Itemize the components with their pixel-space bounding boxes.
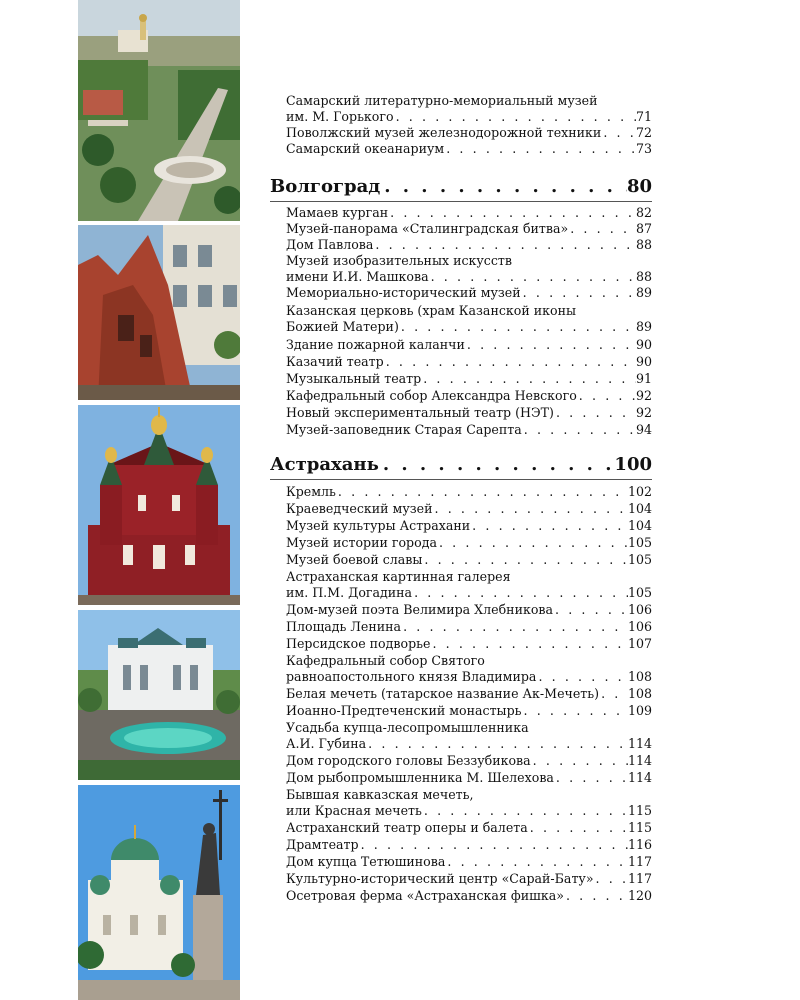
toc-entry-title: Иоанно-Предтеченский монастырь <box>286 703 522 718</box>
toc-entry-title: Персидское подворье <box>286 636 431 651</box>
dot-leader <box>379 453 615 477</box>
toc-entry-page: 94 <box>635 422 652 437</box>
dot-leader <box>394 109 636 125</box>
toc-entry-page: 117 <box>627 871 652 886</box>
toc-entry-page: 89 <box>635 285 652 300</box>
toc-entry-title: Казанская церковь (храм Казанской иконы <box>286 303 577 318</box>
dot-leader <box>388 205 636 221</box>
toc-entry-title: Музей изобразительных искусств <box>286 253 512 268</box>
toc-entry-page: 114 <box>627 736 652 751</box>
toc-entry <box>286 871 652 887</box>
toc-entry-title: Мамаев курган <box>286 205 389 220</box>
toc-entry <box>286 720 652 736</box>
section-heading-astrakhan <box>270 453 652 477</box>
toc-entry-page: 90 <box>635 354 652 369</box>
toc-entry-page: 115 <box>627 820 652 835</box>
toc-entry <box>286 585 652 601</box>
toc-entry <box>286 221 652 237</box>
toc-entry <box>286 422 652 438</box>
stalingrad-ruins-photo <box>78 225 240 400</box>
toc-entry <box>286 854 652 870</box>
toc-entry-page: 87 <box>635 221 652 236</box>
toc-entry-title: Дом Павлова <box>286 237 374 252</box>
toc-entry-title: Площадь Ленина <box>286 619 402 634</box>
dot-leader <box>445 854 628 870</box>
dot-leader <box>437 535 628 551</box>
dot-leader <box>577 388 636 404</box>
toc-entry-title: Мемориально-исторический музей <box>286 285 521 300</box>
toc-entry-title: Музей истории города <box>286 535 437 550</box>
section-page: 100 <box>614 454 652 475</box>
toc-entry-page: 106 <box>627 619 652 634</box>
toc-entry <box>286 237 652 253</box>
toc-entry-page: 105 <box>627 552 652 567</box>
toc-entry-title: Кремль <box>286 484 336 499</box>
toc-entry-page: 102 <box>627 484 652 499</box>
toc-entry <box>286 602 652 618</box>
toc-entry <box>286 686 652 702</box>
dot-leader <box>421 371 636 387</box>
dot-leader <box>568 221 636 237</box>
toc-entry-title: Музей боевой славы <box>286 552 423 567</box>
toc-entry-page: 90 <box>635 337 652 352</box>
toc-entry-title: Астраханская картинная галерея <box>286 569 511 584</box>
vladimir-cathedral-monument-photo <box>78 785 240 1000</box>
toc-entry-page: 72 <box>635 125 652 140</box>
toc-entry-title: Драмтеатр <box>286 837 359 852</box>
dot-leader <box>422 803 628 819</box>
toc-entry-title: Дом рыбопромышленника М. Шелехова <box>286 770 554 785</box>
toc-entry-title: Музыкальный театр <box>286 371 422 386</box>
section-page: 80 <box>626 176 652 197</box>
toc-entry <box>286 552 652 568</box>
toc-entry <box>286 109 652 125</box>
dot-leader <box>399 319 636 335</box>
toc-entry <box>286 501 652 517</box>
toc-entry-title: равноапостольного князя Владимира <box>286 669 537 684</box>
dot-leader <box>465 337 636 353</box>
toc-entry <box>286 125 652 141</box>
toc-entry-title: Новый экспериментальный театр (НЭТ) <box>286 405 554 420</box>
kazan-church-photo <box>78 405 240 605</box>
toc-entry-page: 104 <box>627 501 652 516</box>
dot-leader <box>373 237 636 253</box>
dot-leader <box>384 354 636 370</box>
toc-entry-title: Казачий театр <box>286 354 384 369</box>
toc-entry-page: 117 <box>627 854 652 869</box>
toc-entry-title: Осетровая ферма «Астраханская фишка» <box>286 888 564 903</box>
toc-entry-title: Белая мечеть (татарское название Ак-Мечеть) <box>286 686 600 701</box>
toc-entry-page: 104 <box>627 518 652 533</box>
dot-leader <box>359 837 628 853</box>
astrakhan-opera-theatre-photo <box>78 610 240 780</box>
toc-entry <box>286 405 652 421</box>
dot-leader <box>521 285 636 301</box>
toc-entry <box>286 787 652 803</box>
toc-entry-title: или Красная мечеть <box>286 803 422 818</box>
toc-entry-page: 92 <box>635 405 652 420</box>
toc-entry-title: Астраханский театр оперы и балета <box>286 820 528 835</box>
dot-leader <box>444 141 636 157</box>
dot-leader <box>422 552 628 568</box>
toc-entry <box>286 653 652 669</box>
toc-entry <box>286 354 652 370</box>
toc-entry <box>286 569 652 585</box>
toc-entry <box>286 669 652 685</box>
toc-entry-title: Дом купца Тетюшинова <box>286 854 446 869</box>
toc-entry-title: Музей-заповедник Старая Сарепта <box>286 422 522 437</box>
toc-entry <box>286 619 652 635</box>
toc-entry <box>286 803 652 819</box>
toc-entry <box>286 484 652 500</box>
toc-entry-page: 82 <box>635 205 652 220</box>
dot-leader <box>564 888 628 904</box>
toc-entry-title: Поволжский музей железнодорожной техники <box>286 125 602 140</box>
toc-entry-page: 88 <box>635 237 652 252</box>
toc-entry-title: имени И.И. Машкова <box>286 269 429 284</box>
toc-entry <box>286 388 652 404</box>
dot-leader <box>531 753 628 769</box>
toc-entry <box>286 285 652 301</box>
dot-leader <box>528 820 628 836</box>
toc-entry <box>286 518 652 534</box>
toc-entry-title: Краеведческий музей <box>286 501 433 516</box>
toc-entry-page: 108 <box>627 686 652 701</box>
toc-entry-title: Дом-музей поэта Велимира Хлебникова <box>286 602 554 617</box>
toc-entry-title: Музей культуры Астрахани <box>286 518 471 533</box>
toc-entry-title: Дом городского головы Беззубикова <box>286 753 531 768</box>
toc-entry-page: 120 <box>627 888 652 903</box>
dot-leader <box>554 405 636 421</box>
toc-entry-page: 73 <box>635 141 652 156</box>
dot-leader <box>599 686 628 702</box>
toc-entry <box>286 753 652 769</box>
dot-leader <box>429 269 636 285</box>
toc-entry-page: 108 <box>627 669 652 684</box>
toc-entry <box>286 636 652 652</box>
toc-entry-title: Музей-панорама «Сталинградская битва» <box>286 221 569 236</box>
toc-entry-title: Усадьба купца-лесопромышленника <box>286 720 529 735</box>
dot-leader <box>401 619 628 635</box>
toc-entry-title: Кафедральный собор Александра Невского <box>286 388 577 403</box>
toc-entry-title: Божией Матери) <box>286 319 399 334</box>
toc-entry <box>286 303 652 319</box>
dot-leader <box>336 484 628 500</box>
toc-entry-title: Самарский литературно-мемориальный музей <box>286 93 598 108</box>
toc-entry-title: А.И. Губина <box>286 736 367 751</box>
toc-entry-page: 106 <box>627 602 652 617</box>
toc-entry <box>286 535 652 551</box>
toc-entry <box>286 736 652 752</box>
section-title: Астрахань <box>270 454 379 475</box>
toc-entry-title: Кафедральный собор Святого <box>286 653 485 668</box>
toc-entry-page: 116 <box>627 837 652 852</box>
toc-entry-page: 105 <box>627 535 652 550</box>
dot-leader <box>470 518 628 534</box>
toc-entry <box>286 141 652 157</box>
toc-entry <box>286 837 652 853</box>
toc-entry-title: им. М. Горького <box>286 109 394 124</box>
dot-leader <box>522 703 628 719</box>
toc-entry-page: 115 <box>627 803 652 818</box>
toc-entry-page: 109 <box>627 703 652 718</box>
toc-entry <box>286 371 652 387</box>
dot-leader <box>536 669 628 685</box>
photo-column <box>78 0 240 1000</box>
toc-entry <box>286 888 652 904</box>
toc-entry-page: 107 <box>627 636 652 651</box>
toc-entry-title: Самарский океанариум <box>286 141 445 156</box>
dot-leader <box>366 736 628 752</box>
toc-entry-title: Культурно-исторический центр «Сарай-Бату» <box>286 871 594 886</box>
dot-leader <box>594 871 628 887</box>
dot-leader <box>553 602 628 618</box>
dot-leader <box>430 636 628 652</box>
toc-entry <box>286 205 652 221</box>
toc-entry-page: 114 <box>627 770 652 785</box>
toc-entry-page: 114 <box>627 753 652 768</box>
toc-entry <box>286 820 652 836</box>
section-rule <box>270 201 652 202</box>
toc-entry <box>286 319 652 335</box>
toc-entry <box>286 337 652 353</box>
toc-entry-page: 88 <box>635 269 652 284</box>
toc-entry-title: Здание пожарной каланчи <box>286 337 465 352</box>
toc-entry-page: 89 <box>635 319 652 334</box>
section-title: Волгоград <box>270 176 381 197</box>
samara-aerial-square-photo <box>78 0 240 221</box>
dot-leader <box>554 770 628 786</box>
dot-leader <box>432 501 627 517</box>
toc-entry-title: им. П.М. Догадина <box>286 585 413 600</box>
toc-entry <box>286 93 652 109</box>
section-heading-volgograd <box>270 175 652 199</box>
toc-entry-page: 91 <box>635 371 652 386</box>
toc-entry-page: 71 <box>635 109 652 124</box>
dot-leader <box>601 125 636 141</box>
toc-entry-page: 105 <box>627 585 652 600</box>
toc-entry <box>286 770 652 786</box>
dot-leader <box>412 585 628 601</box>
dot-leader <box>380 175 627 199</box>
toc-entry-title: Бывшая кавказская мечеть, <box>286 787 474 802</box>
toc-entry-page: 92 <box>635 388 652 403</box>
toc-entry <box>286 269 652 285</box>
section-rule <box>270 479 652 480</box>
toc-entry <box>286 253 652 269</box>
dot-leader <box>522 422 636 438</box>
toc-entry <box>286 703 652 719</box>
